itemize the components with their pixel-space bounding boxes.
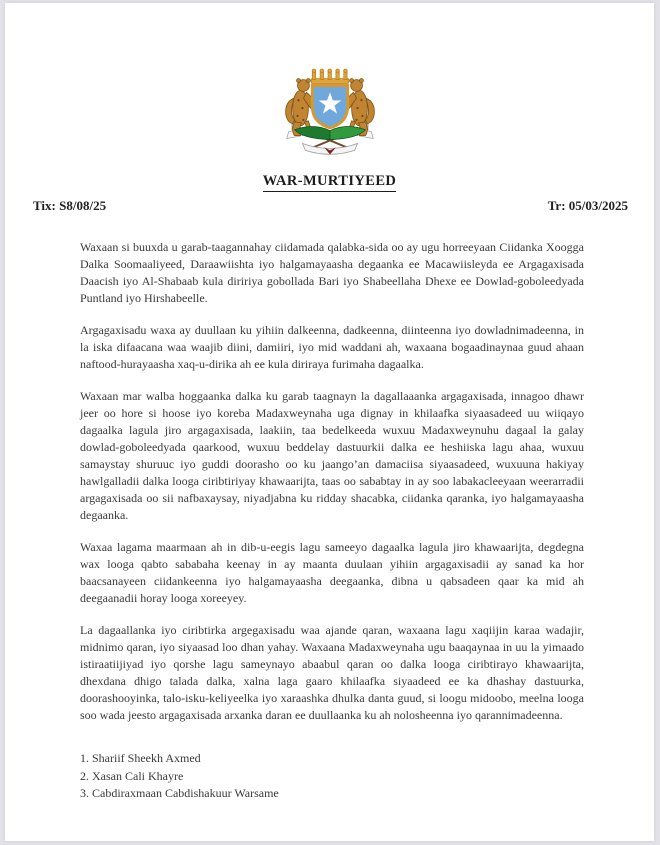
signatory-3: 3. Cabdiraxmaan Cabdishakuur Warsame (80, 786, 279, 800)
paragraph-2: Argagaxisadu waxa ay duullaan ku yihiin dalkeenna, dadkeenna, diinteenna iyo dowladnimadeenna, in la iska difaacana waa waajib diini, damiiri, iyo mid waddani ah, waxaana bogaadinaynaa guud ahaan naftood-hurayaasha xaq-u-dirika ah ee kula diriraya furimaha dagaalka. (80, 323, 584, 371)
reference-row (33, 198, 628, 214)
document-title-text: WAR-MURTIYEED (263, 173, 397, 192)
document-title (5, 173, 654, 192)
emblem-container (5, 68, 654, 165)
paragraph-1: Waxaan si buuxda u garab-taagannahay ciidamada qalabka-sida oo ay ugu horreeyaan Ciidanka Xoogga Dalka Soomaaliyeed, Daraawiishta iyo halgamayaasha degaanka ee Macawiisleyda ee Argagaxisada Daacish iyo Al-Shabaab kula diririya gobollada Bari iyo Shabeellaha Dhexe ee Dowlad-goboleedyada Puntland iyo Hirshabeelle. (80, 240, 584, 305)
paragraph-5: La dagaallanka iyo ciribtirka argegaxisadu waa ajande qaran, waxaana lagu xaqiijin karaa wadajir, midnimo qaran, iyo siyaasad loo dhan yahay. Waxaana Madaxweynaha ugu baaqaynaa in uu la yimaado istiraatiijiyad iyo qorshe lagu sameynayo abaabul qaran oo dalka looga ciribtirayo khawaarijta, dhexdana dhigo talada dalka, xalna laga gaaro khilaafka siyaadeed ee ka dhashay dastuurka, doorashooyinka, talo-isku-keliyeelka iyo xaraashka dhulka danta guud, si loogu midoobo, meelna looga soo wada jeesto argagaxisada arxanka daran ee duullaanka ku ah nolosheenna iyo qarannimadeenna. (80, 623, 584, 722)
signatory-2: 2. Xasan Cali Khayre (80, 768, 184, 783)
reference-number: Tix: S8/08/25 (33, 198, 107, 213)
signatories-list (80, 750, 584, 803)
somalia-coat-of-arms-icon (271, 68, 389, 160)
paragraph-4: Waxaa lagama maarmaan ah in dib-u-eegis lagu sameeyo dagaalka lagula jiro khawaarijta, degdegna wax looga qabto sababaha keenay in ay maanta duulaan yihiin argagaxisadii ay sanad ka hor baacsanayeen ciidankeenna iyo halgamayaasha deegaanka, dibna u qabsadeen qaar ka mid ah deegaanadii horay looga xoreeyey. (80, 540, 584, 605)
letter-page (5, 3, 654, 841)
paragraph-3: Waxaan mar walba hoggaanka dalka ku garab taagnayn la dagallaaanka argagaxisada, innagoo dhawr jeer oo hore si hoose iyo koreba Madaxweynaha uga dignay in khilaafka siyaasadeed uu wiiqayo dagaalka lagula jiro argagaxisada, laakiin, taa bedelkeeda wuxuu Madaxweynuhu dagaal la galay dowlad-goboleedyada qaarkood, wuxuu beddelay dastuurkii dalka ee heshiiska lagu ahaa, wuxuu samaystay shuruuc iyo guddi doorasho oo ku jaango’an damaciisa siyaasadeed, wuxuuna hakiyay hawlgalladii dalka looga ciribtiriyay khawaarijta, taas oo sababtay in ay soo labakacleeyaan weerarradii argagaxisada oo sii nafbaxaysay, niyadjabna ku ridday shacabka, ciidanka qaranka, iyo halgamayaasha degaanka. (80, 389, 584, 522)
letter-header (5, 68, 654, 214)
document-date: Tr: 05/03/2025 (547, 198, 628, 213)
signatory-1: 1. Shariif Sheekh Axmed (80, 751, 201, 765)
letter-body (80, 239, 584, 803)
